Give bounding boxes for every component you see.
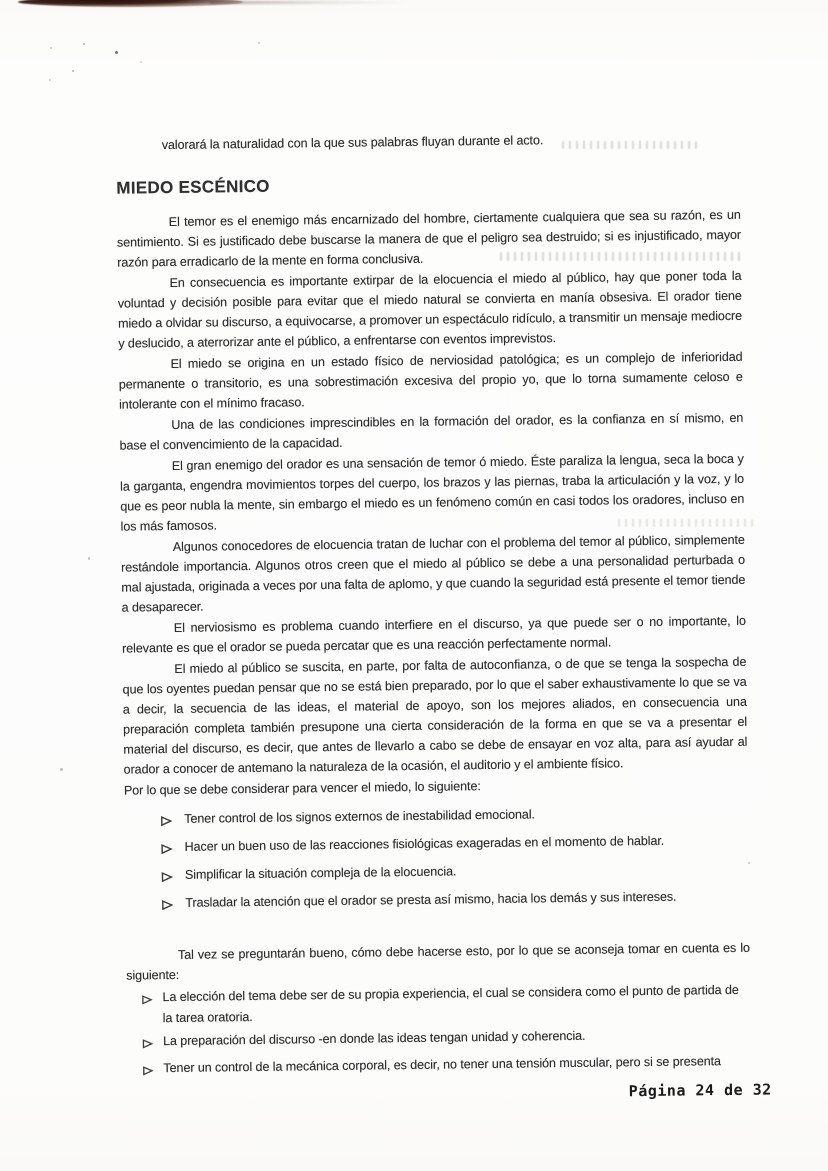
paragraph: El miedo se origina en un estado físico de nerviosidad patológica; es un complejo de inferioridad permanente o transitorio, es una sobrestimación excesiva del propio yo, que lo torna sumamente celoso e intolerante con el mínimo fracaso. bbox=[118, 349, 743, 412]
arrow-bullet-icon bbox=[161, 893, 173, 918]
list-item-text: Trasladar la atención que el orador se presta así mismo, hacia los demás y sus intereses. bbox=[185, 889, 677, 910]
paragraph: El miedo al público se suscita, en parte, por falta de autoconfianza, o de que se tenga la sospecha de que los oyentes puedan pensar que no se está bien preparado, por lo que el saber exhaustivamente lo que se va a decir, la secuencia de las ideas, el material de apoyo, son los mejores aliados, en consecuencia una preparación completa también presupone una cierta consideración de la forma en que se va a presentar el material del discurso, es decir, que antes de llevarlo a cabo se debe de ensayar en voz alta, para así ayudar al orador a conocer de antemano la naturaleza de la ocasión, el auditorio y el ambiente físico. bbox=[122, 654, 748, 777]
list2-intro: Tal vez se preguntarán bueno, cómo debe hacerse esto, por lo que se aconseja tomar en cuenta es lo siguiente: bbox=[126, 940, 751, 983]
arrow-bullet-icon bbox=[160, 837, 172, 862]
list-item-text: La preparación del discurso -en donde las ideas tengan unidad y coherencia. bbox=[162, 1028, 586, 1049]
paragraph: Una de las condiciones imprescindibles en la formación del orador, es la confianza en sí mismo, en base el convencimiento de la capacidad. bbox=[119, 410, 744, 453]
arrow-bullet-icon bbox=[142, 1058, 153, 1083]
list-item-text: La elección del tema debe ser de su propia experiencia, el cual se considera como el punto de partida de la tarea oratoria. bbox=[162, 982, 739, 1026]
list-item-text: Tener un control de la mecánica corporal, es decir, no tener una tensión muscular, pero si se presenta bbox=[163, 1054, 721, 1076]
list-item bbox=[141, 980, 750, 1030]
list-item bbox=[160, 802, 748, 834]
paragraph: El gran enemigo del orador es una sensación de temor ó miedo. Éste paraliza la lengua, seca la boca y la garganta, engendra movimientos torpes del cuerpo, los brazos y las piernas, traba la articulación y la voz, y lo que es peor nubla la mente, sin embargo el miedo es un fenómeno común en casi todos los oradores, incluso en los más famosos. bbox=[119, 451, 745, 534]
list-item bbox=[160, 830, 748, 862]
arrow-bullet-icon bbox=[141, 987, 152, 1012]
continuation-line: valorará la naturalidad con la que sus palabras fluyan durante el acto. bbox=[161, 133, 544, 153]
list-item bbox=[161, 858, 749, 890]
list-item bbox=[142, 1051, 751, 1084]
bullet-list-consejos bbox=[126, 980, 751, 1084]
list-item-text: Simplificar la situación compleja de la elocuencia. bbox=[184, 864, 457, 882]
page-number: Página 24 de 32 bbox=[628, 1080, 772, 1101]
paragraph: El nerviosismo es problema cuando interfiere en el discurso, ya que puede ser o no importante, lo relevante es que el orador se pueda percatar que es una reacción perfectamente normal. bbox=[122, 613, 746, 656]
paragraph: En consecuencia es importante extirpar de la elocuencia el miedo al público, hay que poner toda la voluntad y decisión posible para evitar que el miedo natural se convierta en manía obsesiva. El orador tiene miedo a olvidar su discurso, a equivocarse, a promover un espectáculo ridículo, a transmitir un mensaje mediocre y deslucido, a aterrorizar ante el público, a enfrentarse con eventos imprevistos. bbox=[117, 268, 743, 351]
list-item bbox=[161, 886, 749, 918]
arrow-bullet-icon bbox=[160, 809, 172, 834]
paragraph: El temor es el enemigo más encarnizado del hombre, ciertamente cualquiera que sea su razón, es un sentimiento. Si es justificado debe buscarse la manera de que el peligro sea destruido; si es injustificado, mayor razón para erradicarlo de la mente en forma conclusiva. bbox=[116, 207, 742, 270]
list-item-text: Tener control de los signos externos de inestabilidad emocional. bbox=[184, 807, 535, 826]
list1-intro: Por lo que se debe considerar para vencer el miedo, lo siguiente: bbox=[123, 779, 481, 798]
paragraph: Algunos conocedores de elocuencia tratan de luchar con el problema del temor al público, simplemente restándole importancia. Algunos otros creen que el miedo al público se debe a una personalidad perturbada o mal ajustada, originada a veces por una falta de aplomo, y que cuando la seguridad está presente el temor tiende a desaparecer. bbox=[121, 532, 746, 615]
section-heading: MIEDO ESCÉNICO bbox=[116, 176, 270, 198]
document-body bbox=[116, 128, 772, 1108]
list-item-text: Hacer un buen uso de las reacciones fisiológicas exageradas en el momento de hablar. bbox=[184, 833, 665, 854]
bullet-list-vencer-miedo bbox=[124, 802, 749, 919]
arrow-bullet-icon bbox=[161, 865, 173, 890]
arrow-bullet-icon bbox=[142, 1031, 153, 1056]
